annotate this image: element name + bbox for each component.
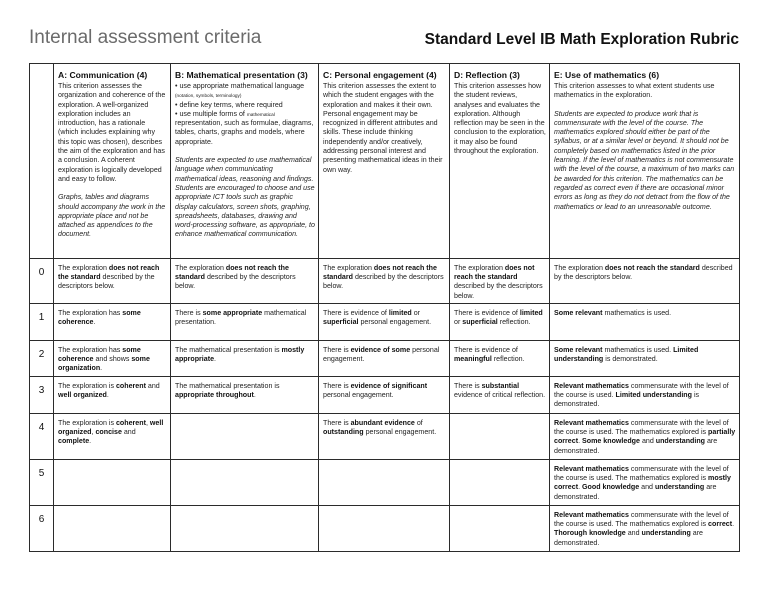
- descriptor-emphasis: well organized: [58, 419, 164, 437]
- descriptor-text: mathematical presentation.: [175, 309, 307, 327]
- descriptor-cell: [171, 377, 319, 414]
- level-row: [30, 259, 740, 304]
- descriptor-text: The exploration: [454, 264, 505, 272]
- descriptor-emphasis: coherent: [115, 382, 146, 390]
- level-row: [30, 460, 740, 506]
- level-row: [30, 506, 740, 552]
- descriptor-text: evidence of critical reflection.: [454, 391, 546, 400]
- level-label: 5: [30, 460, 54, 506]
- descriptor-emphasis: superficial: [462, 318, 498, 327]
- criterion-b-bullet-3: [175, 110, 315, 147]
- descriptor-emphasis: mostly appropriate: [175, 346, 305, 364]
- descriptor-cell: [450, 460, 550, 506]
- descriptor-text: and: [639, 437, 656, 446]
- level-row: [30, 341, 740, 377]
- descriptor-cell: [54, 259, 171, 304]
- descriptor-text: .: [732, 520, 735, 529]
- descriptor-text: There is: [175, 309, 203, 317]
- descriptor-cell: [171, 460, 319, 506]
- descriptor-text: and: [145, 382, 160, 390]
- criterion-b-note-1: Students are expected to use mathematical language when communicating mathematical ideas, reasoning and findings.: [175, 156, 314, 183]
- descriptor-cell: [550, 460, 740, 506]
- descriptor-text: .: [578, 437, 583, 446]
- descriptor-text: The exploration: [323, 264, 374, 272]
- criterion-e-name: E: Use of mathematics (6): [554, 70, 660, 80]
- level-label: 6: [30, 506, 54, 552]
- descriptor-text: are demonstrated.: [554, 483, 717, 501]
- criterion-e-header: [550, 64, 740, 259]
- criterion-b-bullet-1-text: • use appropriate mathematical language: [175, 82, 305, 90]
- level-label: 1: [30, 304, 54, 341]
- descriptor-text: are demonstrated.: [554, 437, 718, 455]
- criterion-b-bullet-3-rest: representation, such as formulae, diagrams, tables, charts, graphs and models, where appropriate.: [175, 119, 314, 146]
- descriptor-cell: [54, 341, 171, 377]
- page-title: Internal assessment criteria: [29, 27, 262, 48]
- descriptor-text: .: [93, 318, 96, 327]
- descriptor-emphasis: understanding: [641, 529, 691, 538]
- criterion-b-bullet-1-aside: (notation, symbols, terminology): [175, 93, 242, 99]
- descriptor-text: and: [639, 483, 655, 492]
- level-row: [30, 377, 740, 414]
- level-label: 4: [30, 414, 54, 460]
- descriptor-emphasis: superficial: [323, 318, 359, 327]
- level-label: 0: [30, 259, 54, 304]
- descriptor-text: .: [578, 483, 583, 492]
- descriptor-emphasis: does not reach the standard: [454, 264, 535, 282]
- descriptor-text: described by the descriptors below.: [58, 273, 155, 291]
- descriptor-emphasis: concise: [95, 428, 122, 437]
- descriptor-emphasis: limited: [519, 309, 543, 317]
- descriptor-emphasis: partially correct: [554, 428, 736, 446]
- descriptor-emphasis: Thorough knowledge: [554, 529, 626, 538]
- descriptor-text: or: [454, 318, 463, 327]
- descriptor-cell: [54, 377, 171, 414]
- criteria-header-row: [30, 64, 740, 259]
- descriptor-text: commensurate with the level of the course is used.: [554, 382, 729, 400]
- descriptor-text: are demonstrated.: [554, 529, 704, 547]
- descriptor-text: commensurate with the level of the course is used. The mathematics explored is: [554, 511, 729, 529]
- criterion-a-header: [54, 64, 171, 259]
- corner-cell: [30, 64, 54, 259]
- descriptor-emphasis: mostly correct: [554, 474, 731, 492]
- descriptor-text: The mathematical presentation is: [175, 382, 280, 390]
- criterion-d-header: [450, 64, 550, 259]
- descriptor-emphasis: some coherence: [58, 309, 141, 327]
- criterion-c-description: This criterion assesses the extent to which the student engages with the exploration and makes it their own. Personal engagement may be recognized in different attributes and skills. These include thinking independently and/or creatively, addressing personal interest and presenting mathematical ideas in their own way.: [323, 82, 443, 174]
- descriptor-text: personal engagement.: [358, 318, 432, 327]
- descriptor-emphasis: evidence of significant: [350, 382, 428, 390]
- descriptor-cell: [450, 341, 550, 377]
- descriptor-text: is demonstrated.: [554, 391, 700, 409]
- descriptor-emphasis: Limited understanding: [615, 391, 692, 400]
- descriptor-emphasis: some coherence: [58, 346, 141, 364]
- descriptor-emphasis: evidence of some: [350, 346, 411, 354]
- descriptor-text: There is: [323, 419, 351, 427]
- descriptor-cell: [550, 506, 740, 552]
- level-label: 2: [30, 341, 54, 377]
- descriptor-cell: [450, 377, 550, 414]
- descriptor-text: and shows: [93, 355, 132, 364]
- descriptor-cell: [550, 304, 740, 341]
- descriptor-emphasis: meaningful: [454, 355, 492, 364]
- descriptor-text: described by the descriptors below.: [175, 273, 296, 291]
- criterion-b-bullet-2: • define key terms, where required: [175, 100, 283, 109]
- descriptor-text: The exploration: [58, 264, 109, 272]
- descriptor-cell: [550, 377, 740, 414]
- descriptor-emphasis: substantial: [481, 382, 520, 390]
- descriptor-cell: [171, 259, 319, 304]
- descriptor-cell: [450, 304, 550, 341]
- descriptor-text: personal engagement.: [363, 428, 437, 437]
- rubric-table: [29, 63, 740, 552]
- level-label: 3: [30, 377, 54, 414]
- descriptor-text: commensurate with the level of the course is used. The mathematics explored is: [554, 419, 729, 437]
- level-row: [30, 304, 740, 341]
- descriptor-emphasis: appropriate throughout: [175, 391, 254, 400]
- descriptor-cell: [319, 377, 450, 414]
- descriptor-cell: [319, 259, 450, 304]
- descriptor-cell: [450, 259, 550, 304]
- criterion-a-note: Graphs, tables and diagrams should accompany the work in the appropriate place and not be attached as appendices to the document.: [58, 193, 166, 239]
- descriptor-text: There is evidence of: [323, 309, 389, 317]
- descriptor-cell: [319, 304, 450, 341]
- descriptor-emphasis: Some relevant: [554, 309, 603, 317]
- descriptor-emphasis: Good knowledge: [582, 483, 640, 492]
- descriptor-emphasis: Relevant mathematics: [554, 382, 629, 390]
- descriptor-cell: [171, 304, 319, 341]
- descriptor-text: and: [121, 428, 136, 437]
- descriptor-text: The exploration is: [58, 382, 116, 390]
- descriptor-text: described by the descriptors below.: [554, 264, 733, 282]
- level-row: [30, 414, 740, 460]
- descriptor-text: described by the descriptors below.: [323, 273, 444, 291]
- descriptor-emphasis: Some relevant: [554, 346, 603, 354]
- descriptor-text: .: [100, 364, 103, 373]
- descriptor-emphasis: complete: [58, 437, 90, 446]
- descriptor-emphasis: limited: [388, 309, 412, 317]
- descriptor-cell: [450, 414, 550, 460]
- descriptor-text: The exploration is: [58, 419, 116, 427]
- descriptor-emphasis: outstanding: [323, 428, 364, 437]
- descriptor-cell: [319, 341, 450, 377]
- descriptor-emphasis: Some knowledge: [582, 437, 640, 446]
- descriptor-emphasis: does not reach the standard: [604, 264, 700, 272]
- descriptor-emphasis: well organized: [58, 391, 107, 400]
- descriptor-text: .: [214, 355, 217, 364]
- descriptor-cell: [450, 506, 550, 552]
- descriptor-emphasis: correct: [708, 520, 733, 529]
- criterion-b-note-2: Students are encouraged to choose and use appropriate ICT tools such as graphic display calculators, screen shots, graphing, spreadsheets, databases, drawing and word-processing software, as appropriate, to enhance mathematical communication.: [175, 183, 315, 239]
- criterion-b-bullet-3-small: mathematical: [246, 111, 275, 117]
- descriptor-emphasis: some appropriate: [202, 309, 263, 317]
- descriptor-emphasis: Relevant mathematics: [554, 419, 629, 427]
- descriptor-cell: [54, 304, 171, 341]
- descriptor-text: personal engagement.: [323, 391, 394, 400]
- descriptor-cell: [171, 506, 319, 552]
- descriptor-cell: [54, 460, 171, 506]
- descriptor-emphasis: does not reach the standard: [323, 264, 437, 282]
- descriptor-text: mathematics is used.: [602, 309, 672, 317]
- descriptor-emphasis: Limited understanding: [554, 346, 699, 364]
- descriptor-text: There is: [323, 382, 351, 390]
- descriptor-text: The exploration: [554, 264, 605, 272]
- descriptor-emphasis: does not reach the standard: [175, 264, 289, 282]
- descriptor-text: There is: [454, 382, 482, 390]
- descriptor-cell: [550, 259, 740, 304]
- descriptor-emphasis: Relevant mathematics: [554, 511, 629, 519]
- criterion-c-name: C: Personal engagement (4): [323, 70, 437, 80]
- criterion-b-header: [171, 64, 319, 259]
- descriptor-emphasis: coherent: [115, 419, 146, 427]
- descriptor-cell: [171, 414, 319, 460]
- descriptor-emphasis: does not reach the standard: [58, 264, 160, 282]
- descriptor-text: reflection.: [491, 355, 525, 364]
- criterion-a-description: This criterion assesses the organization and coherence of the exploration. A well-organized exploration includes an introduction, has a rationale (which includes explaining why this topic was chosen), describes the aim of the exploration and has a conclusion. A coherent exploration is logically developed and easy to follow.: [58, 82, 166, 183]
- criterion-b-bullet-3-text: • use multiple forms of: [175, 109, 245, 118]
- descriptor-text: is demonstrated.: [603, 355, 658, 364]
- descriptor-text: There is: [323, 346, 351, 354]
- criterion-d-name: D: Reflection (3): [454, 70, 520, 80]
- descriptor-text: .: [89, 437, 92, 446]
- criterion-d-description: This criterion assesses how the student reviews, analyses and evaluates the exploration. Although reflection may be seen in the conclusion to the exploration, it may also be found throughout the exploration.: [454, 82, 546, 156]
- descriptor-cell: [550, 341, 740, 377]
- descriptor-cell: [550, 414, 740, 460]
- descriptor-cell: [319, 506, 450, 552]
- criterion-e-description: This criterion assesses to what extent students use mathematics in the exploration.: [554, 82, 715, 100]
- descriptor-emphasis: understanding: [654, 483, 705, 492]
- descriptor-emphasis: understanding: [655, 437, 706, 446]
- descriptor-text: The exploration has: [58, 346, 123, 354]
- descriptor-cell: [54, 414, 171, 460]
- document-title: Standard Level IB Math Exploration Rubric: [424, 31, 739, 48]
- descriptor-cell: [319, 460, 450, 506]
- descriptor-text: The exploration has: [58, 309, 123, 317]
- descriptor-text: .: [106, 391, 109, 400]
- criterion-a-name: A: Communication (4): [58, 70, 148, 80]
- descriptor-emphasis: abundant evidence: [350, 419, 415, 427]
- descriptor-cell: [319, 414, 450, 460]
- descriptor-text: .: [253, 391, 256, 400]
- descriptor-text: or: [411, 309, 421, 317]
- descriptor-text: of: [414, 419, 423, 427]
- descriptor-emphasis: some organization: [58, 355, 150, 373]
- descriptor-cell: [171, 341, 319, 377]
- criterion-b-bullet-1: [175, 82, 315, 101]
- criterion-e-note: Students are expected to produce work that is commensurate with the level of the course. The mathematics explored should either be part of the syllabus, or at a similar level or beyond. It should not be completely based on mathematics listed in the prior learning. If the level of mathematics is not commensurate with the level of the course, a maximum of two marks can be awarded for this criterion. The mathematics can be regarded as correct even if there are occasional minor errors as long as they do not detract from the flow of the mathematics or lead to an unreasonable outcome.: [554, 109, 735, 211]
- descriptor-text: There is evidence of: [454, 346, 518, 354]
- descriptor-text: The mathematical presentation is: [175, 346, 282, 354]
- descriptor-text: There is evidence of: [454, 309, 520, 317]
- descriptor-text: ,: [145, 419, 150, 427]
- criterion-c-header: [319, 64, 450, 259]
- descriptor-text: personal engagement.: [323, 346, 440, 364]
- descriptor-text: reflection.: [497, 318, 531, 327]
- descriptor-text: and: [625, 529, 642, 538]
- descriptor-text: ,: [91, 428, 96, 437]
- criterion-b-name: B: Mathematical presentation (3): [175, 70, 308, 80]
- descriptor-text: described by the descriptors below.: [454, 282, 543, 300]
- descriptor-text: commensurate with the level of the course is used. The mathematics explored is: [554, 465, 729, 483]
- descriptor-text: The exploration: [175, 264, 226, 272]
- descriptor-emphasis: Relevant mathematics: [554, 465, 629, 473]
- descriptor-cell: [54, 506, 171, 552]
- descriptor-text: mathematics is used.: [602, 346, 674, 354]
